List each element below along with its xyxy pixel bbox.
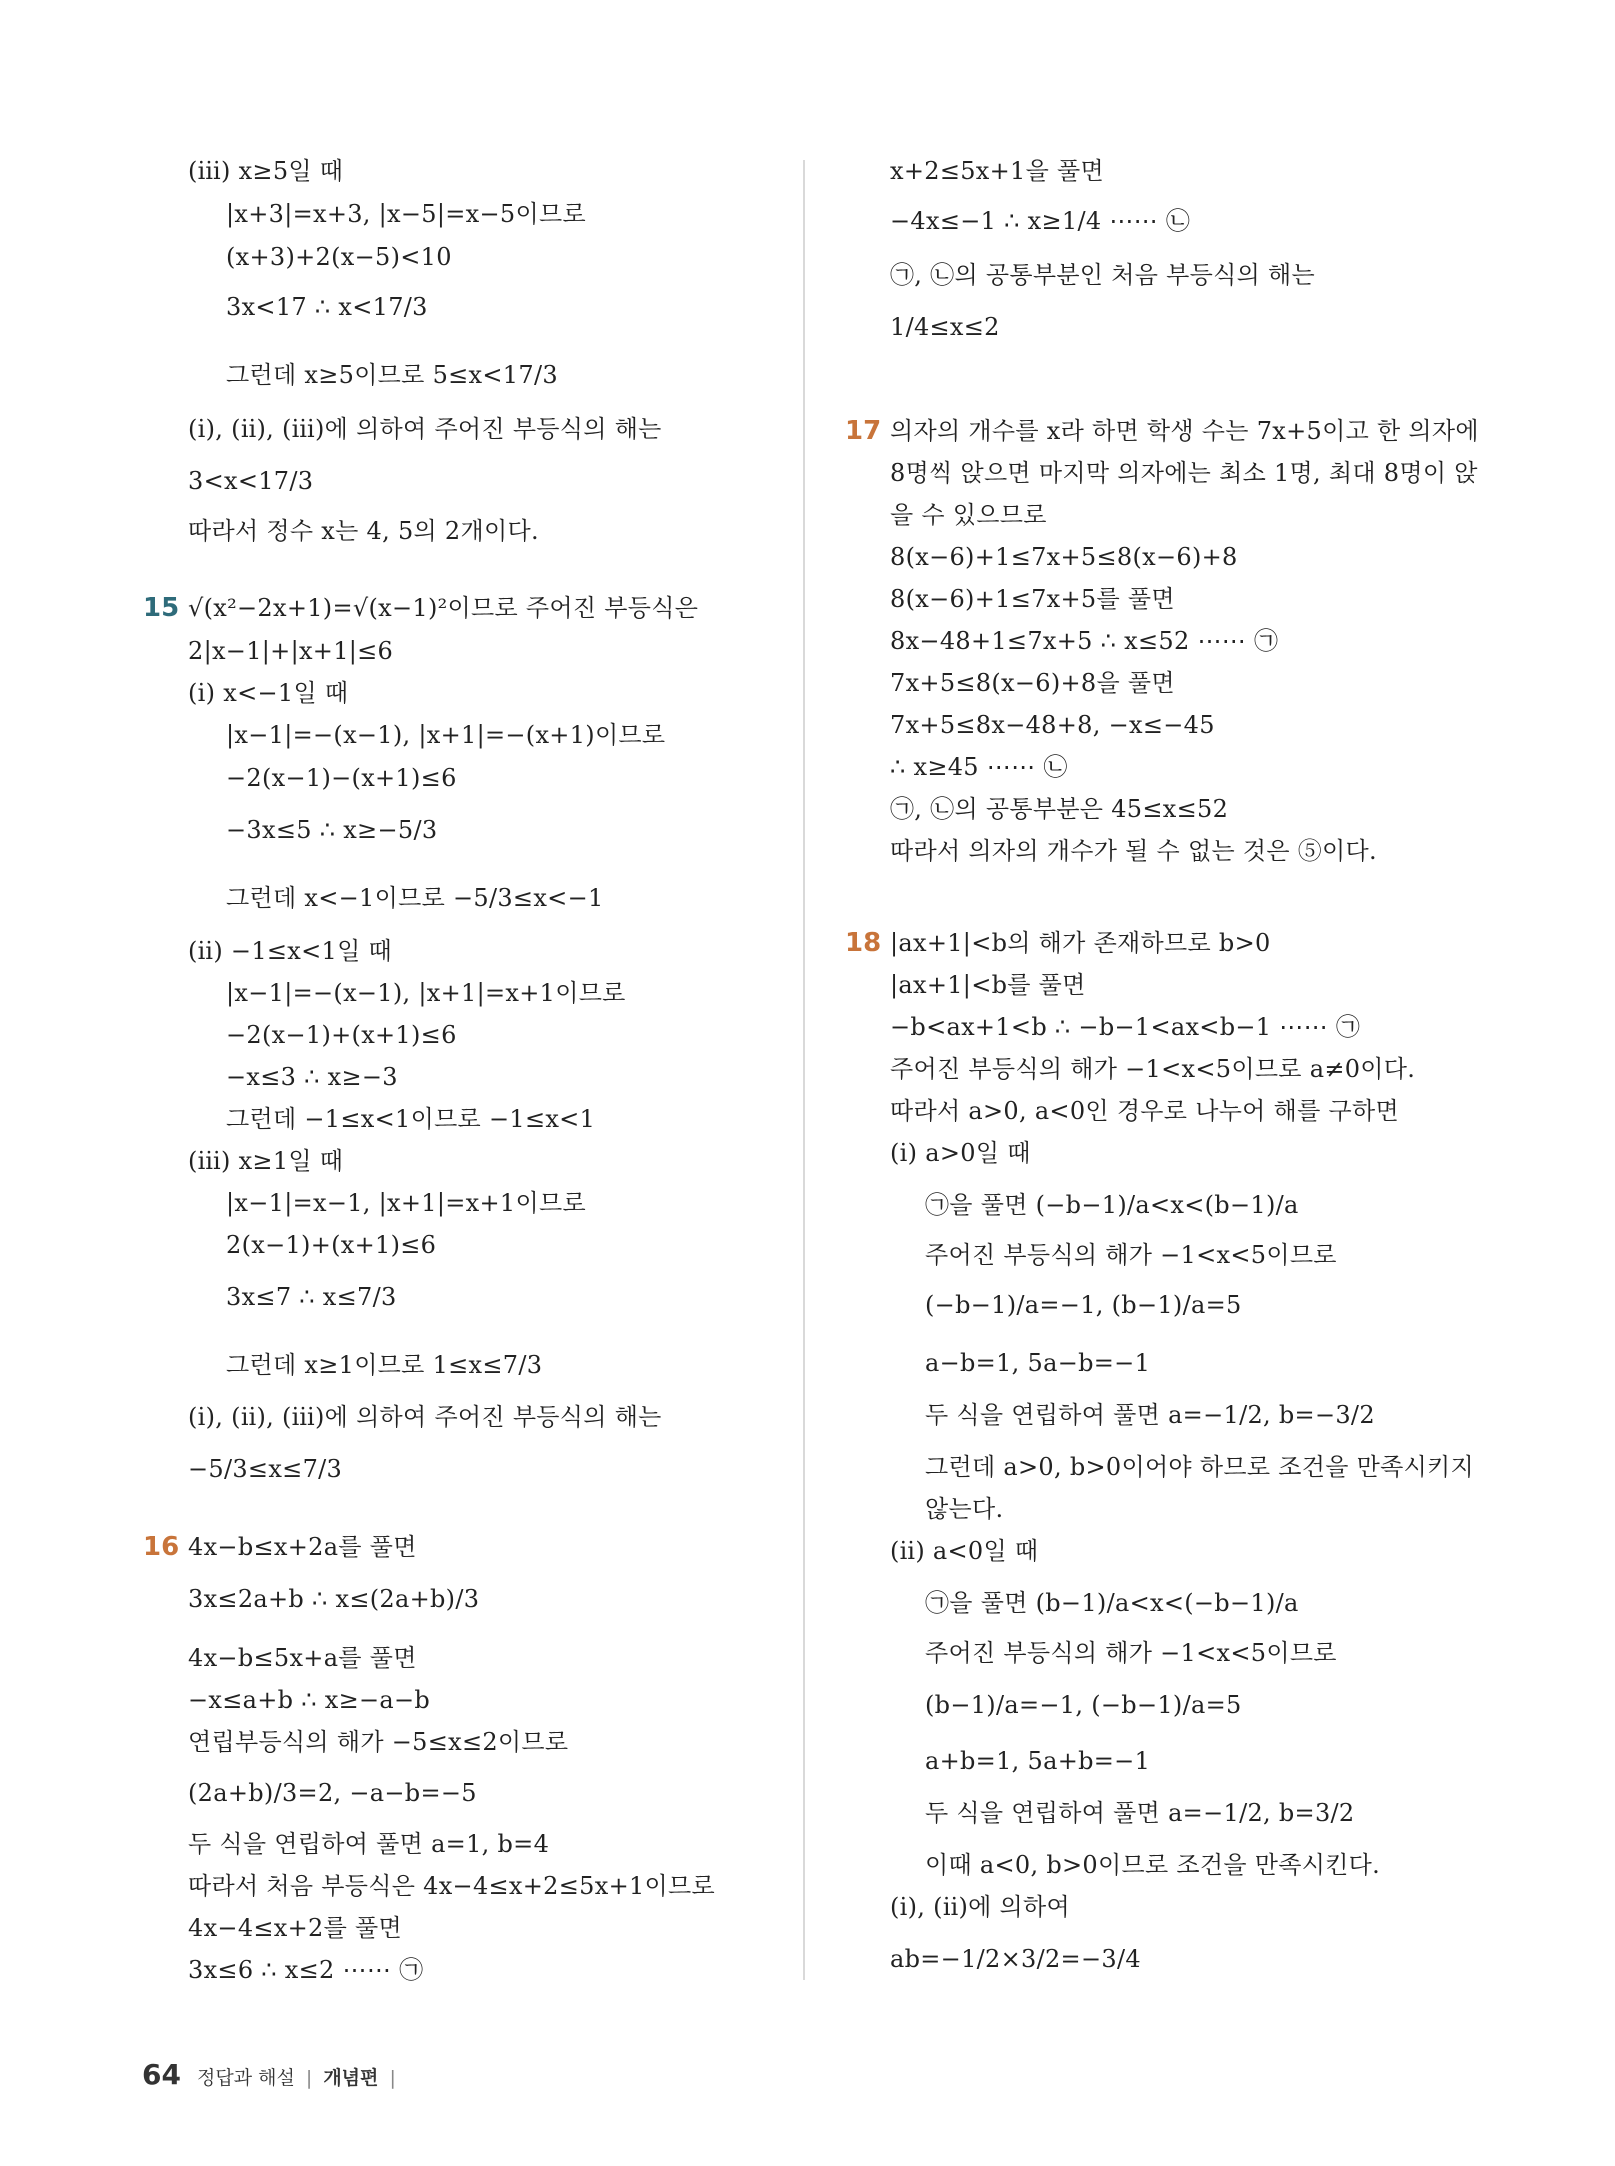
text-line: |x−1|=x−1, |x+1|=x+1이므로 [226, 1189, 586, 1217]
text-line: 3x≤7 ∴ x≤7/3 [226, 1283, 397, 1311]
text-line: −x≤a+b ∴ x≥−a−b [188, 1686, 431, 1714]
text-line: 그런데 x<−1이므로 −5/3≤x<−1 [226, 884, 604, 912]
text-line: a−b=1, 5a−b=−1 [925, 1349, 1151, 1377]
text-line: (ⅰ) a>0일 때 [890, 1139, 1031, 1167]
text-line: 주어진 부등식의 해가 −1<x<5이므로 [925, 1241, 1337, 1269]
text-line: √(x²−2x+1)=√(x−1)²이므로 주어진 부등식은 [188, 594, 699, 622]
text-line: 8명씩 앉으면 마지막 의자에는 최소 1명, 최대 8명이 앉 [890, 459, 1478, 487]
text-line: (ⅱ) a<0일 때 [890, 1537, 1039, 1565]
text-line: |ax+1|<b의 해가 존재하므로 b>0 [890, 929, 1271, 957]
text-line: 8(x−6)+1≤7x+5를 풀면 [890, 585, 1175, 613]
text-line: 의자의 개수를 x라 하면 학생 수는 7x+5이고 한 의자에 [890, 417, 1479, 445]
text-line: 4x−b≤x+2a를 풀면 [188, 1533, 417, 1561]
problem-number-17: 17 [845, 416, 882, 446]
text-line: |x−1|=−(x−1), |x+1|=x+1이므로 [226, 979, 626, 1007]
text-line: ㉠을 풀면 (b−1)/a<x<(−b−1)/a [925, 1589, 1299, 1617]
text-line: 주어진 부등식의 해가 −1<x<5이므로 [925, 1639, 1337, 1667]
text-line: ㉠을 풀면 (−b−1)/a<x<(b−1)/a [925, 1191, 1299, 1219]
text-line: 3x≤2a+b ∴ x≤(2a+b)/3 [188, 1585, 480, 1613]
text-line: 3<x<17/3 [188, 467, 314, 495]
text-line: 주어진 부등식의 해가 −1<x<5이므로 a≠0이다. [890, 1055, 1416, 1083]
text-line: 않는다. [925, 1495, 1004, 1523]
footer-part: 개념편 [323, 2067, 379, 2089]
problem-number-18: 18 [845, 928, 882, 958]
text-line: (ⅰ), (ⅱ), (ⅲ)에 의하여 주어진 부등식의 해는 [188, 1403, 662, 1431]
text-line: 따라서 a>0, a<0인 경우로 나누어 해를 구하면 [890, 1097, 1399, 1125]
column-divider [803, 160, 805, 1980]
text-line: (ⅰ) x<−1일 때 [188, 679, 349, 707]
text-line: −b<ax+1<b ∴ −b−1<ax<b−1 ⋯⋯ ㉠ [890, 1013, 1361, 1041]
text-line: (−b−1)/a=−1, (b−1)/a=5 [925, 1291, 1242, 1319]
text-line: 연립부등식의 해가 −5≤x≤2이므로 [188, 1728, 569, 1756]
text-line: 을 수 있으므로 [890, 501, 1047, 529]
text-line: |ax+1|<b를 풀면 [890, 971, 1086, 999]
text-line: |x−1|=−(x−1), |x+1|=−(x+1)이므로 [226, 721, 666, 749]
text-line: 2(x−1)+(x+1)≤6 [226, 1231, 437, 1259]
page-footer [142, 2058, 401, 2091]
text-line: −3x≤5 ∴ x≥−5/3 [226, 816, 438, 844]
text-line: 7x+5≤8(x−6)+8을 풀면 [890, 669, 1175, 697]
text-line: 따라서 처음 부등식은 4x−4≤x+2≤5x+1이므로 [188, 1872, 715, 1900]
text-line: 2|x−1|+|x+1|≤6 [188, 637, 394, 665]
text-line: 그런데 −1≤x<1이므로 −1≤x<1 [226, 1105, 596, 1133]
text-line: 두 식을 연립하여 풀면 a=−1/2, b=−3/2 [925, 1401, 1375, 1429]
text-line: x+2≤5x+1을 풀면 [890, 157, 1104, 185]
text-line: 이때 a<0, b>0이므로 조건을 만족시킨다. [925, 1851, 1381, 1879]
footer-separator: | [389, 2067, 396, 2089]
page-number: 64 [142, 2058, 181, 2091]
text-line: 그런데 a>0, b>0이어야 하므로 조건을 만족시키지 [925, 1453, 1475, 1481]
text-line: 4x−b≤5x+a를 풀면 [188, 1644, 417, 1672]
text-line: −2(x−1)+(x+1)≤6 [226, 1021, 457, 1049]
text-line: −5/3≤x≤7/3 [188, 1455, 343, 1483]
footer-separator: | [305, 2067, 313, 2089]
text-line: (ⅲ) x≥5일 때 [188, 157, 344, 185]
problem-number-15: 15 [143, 593, 180, 623]
text-line: 4x−4≤x+2를 풀면 [188, 1914, 402, 1942]
text-line: 8x−48+1≤7x+5 ∴ x≤52 ⋯⋯ ㉠ [890, 627, 1279, 655]
text-line: (ⅰ), (ⅱ), (ⅲ)에 의하여 주어진 부등식의 해는 [188, 415, 662, 443]
text-line: 그런데 x≥1이므로 1≤x≤7/3 [226, 1351, 543, 1379]
text-line: (ⅲ) x≥1일 때 [188, 1147, 344, 1175]
text-line: (ⅰ), (ⅱ)에 의하여 [890, 1893, 1071, 1921]
footer-section: 정답과 해설 [197, 2067, 295, 2089]
problem-number-16: 16 [143, 1532, 180, 1562]
text-line: 3x<17 ∴ x<17/3 [226, 293, 428, 321]
text-line: ㉠, ㉡의 공통부분인 처음 부등식의 해는 [890, 261, 1315, 289]
text-line: (x+3)+2(x−5)<10 [226, 243, 452, 271]
text-line: 그런데 x≥5이므로 5≤x<17/3 [226, 361, 558, 389]
text-line: 3x≤6 ∴ x≤2 ⋯⋯ ㉠ [188, 1956, 424, 1984]
text-line: −4x≤−1 ∴ x≥1/4 ⋯⋯ ㉡ [890, 207, 1191, 235]
text-line: 두 식을 연립하여 풀면 a=−1/2, b=3/2 [925, 1799, 1355, 1827]
text-line: (ⅱ) −1≤x<1일 때 [188, 937, 393, 965]
text-line: −x≤3 ∴ x≥−3 [226, 1063, 398, 1091]
text-line: 1/4≤x≤2 [890, 313, 1000, 341]
text-line: a+b=1, 5a+b=−1 [925, 1747, 1151, 1775]
text-line: 두 식을 연립하여 풀면 a=1, b=4 [188, 1830, 550, 1858]
text-line: ab=−1/2×3/2=−3/4 [890, 1945, 1141, 1973]
text-line: ∴ x≥45 ⋯⋯ ㉡ [890, 753, 1068, 781]
text-line: (b−1)/a=−1, (−b−1)/a=5 [925, 1691, 1242, 1719]
text-line: 8(x−6)+1≤7x+5≤8(x−6)+8 [890, 543, 1238, 571]
text-line: 7x+5≤8x−48+8, −x≤−45 [890, 711, 1215, 739]
text-line: 따라서 정수 x는 4, 5의 2개이다. [188, 517, 539, 545]
text-line: ㉠, ㉡의 공통부분은 45≤x≤52 [890, 795, 1229, 823]
text-line: |x+3|=x+3, |x−5|=x−5이므로 [226, 200, 586, 228]
text-line: −2(x−1)−(x+1)≤6 [226, 764, 457, 792]
text-line: (2a+b)/3=2, −a−b=−5 [188, 1779, 477, 1807]
text-line: 따라서 의자의 개수가 될 수 없는 것은 ⑤이다. [890, 837, 1377, 865]
